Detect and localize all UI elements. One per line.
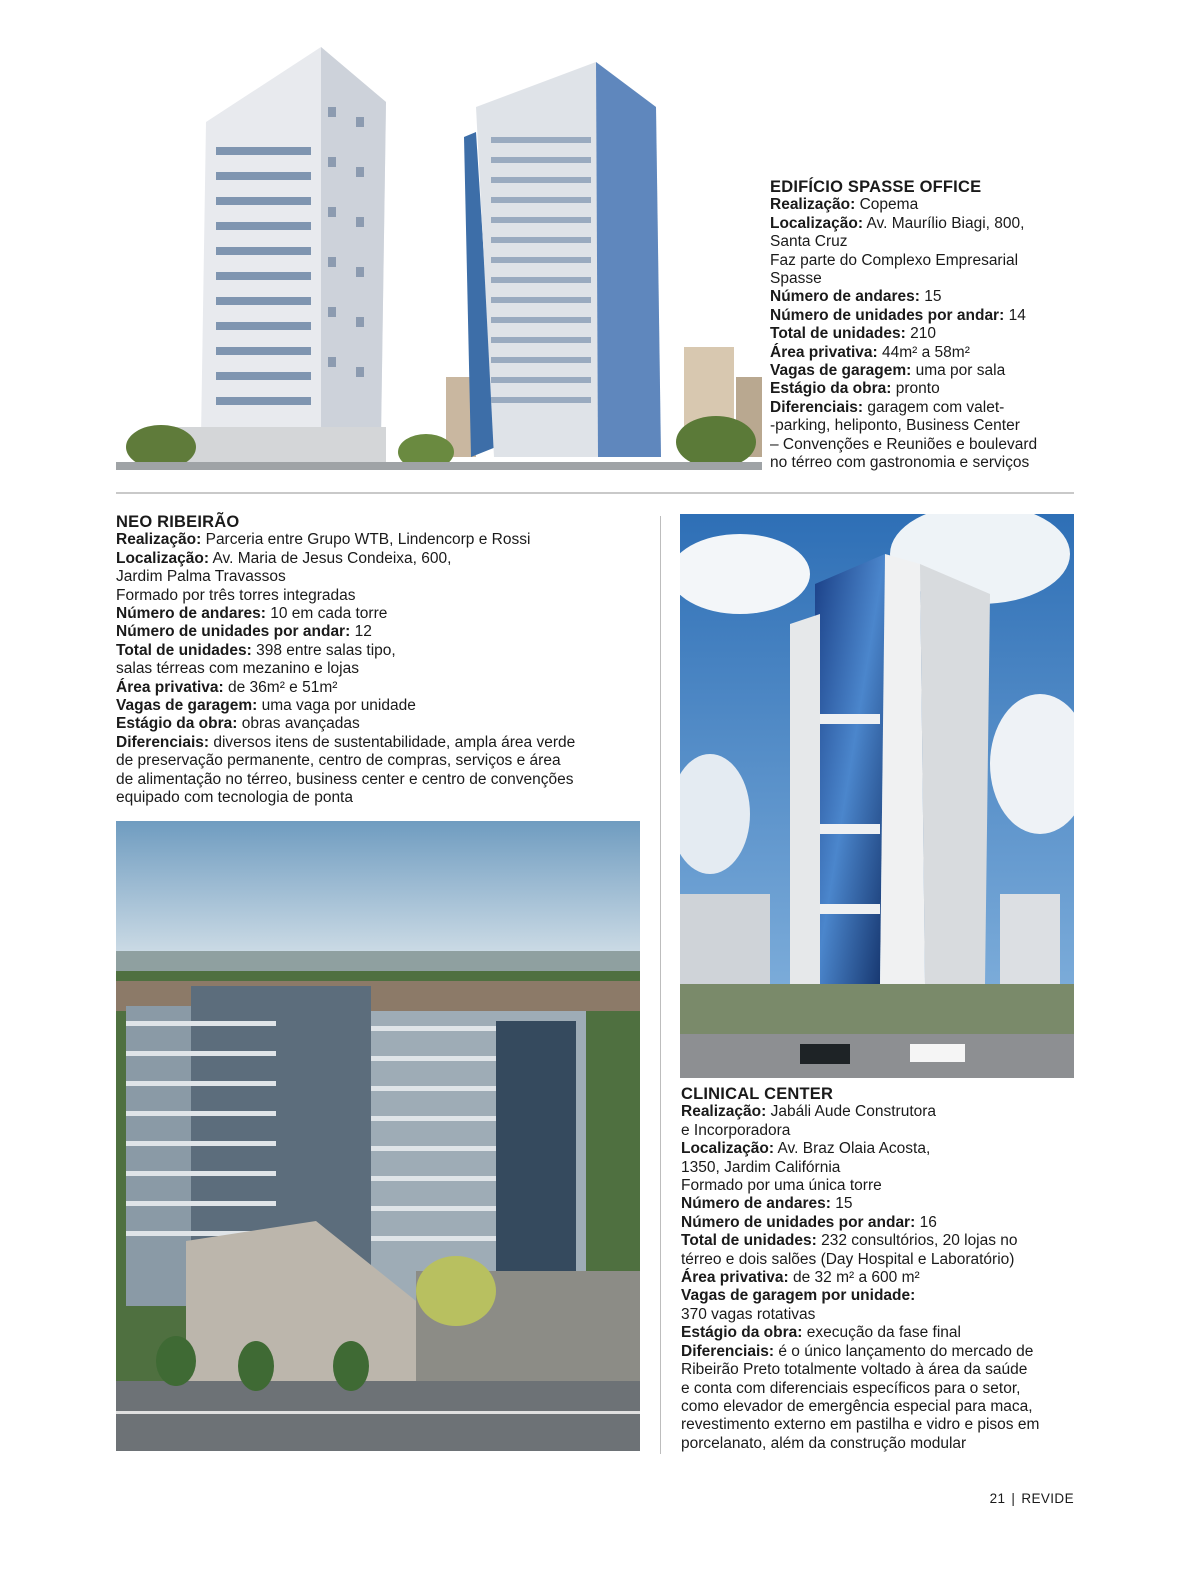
label: Estágio da obra: xyxy=(116,715,238,733)
label: Vagas de garagem: xyxy=(116,697,258,715)
text-line: Formado por uma única torre xyxy=(681,1177,882,1195)
value: 15 xyxy=(919,288,942,306)
value: Jabáli Aude Construtora xyxy=(766,1103,937,1121)
text-line: Faz parte do Complexo Empresarial xyxy=(770,251,1019,269)
neo-title: NEO RIBEIRÃO xyxy=(116,513,240,531)
label: Localização: xyxy=(116,549,210,567)
text-line: 1350, Jardim Califórnia xyxy=(681,1158,841,1176)
page-number: 21 xyxy=(989,1491,1006,1506)
label: Área privativa: xyxy=(116,678,224,696)
label: Número de andares: xyxy=(116,605,266,623)
text-line: porcelanato, além da construção modular xyxy=(681,1434,967,1452)
label: Realização: xyxy=(770,196,856,214)
neo-ribeirao-photo xyxy=(116,821,640,1451)
text-line: Formado por três torres integradas xyxy=(116,586,356,604)
label: Total de unidades: xyxy=(770,325,906,343)
text-line: de alimentação no térreo, business center e centro de convenções xyxy=(116,770,574,788)
page-footer xyxy=(990,1491,1074,1506)
vertical-divider xyxy=(660,516,661,1454)
text-line: revestimento externo em pastilha e vidro e pisos em xyxy=(681,1416,1040,1434)
clinical-center-info xyxy=(681,1085,1039,1453)
value: Av. Maurílio Biagi, 800, xyxy=(863,214,1025,232)
value: 44m² a 58m² xyxy=(877,343,970,361)
magazine-name: REVIDE xyxy=(1021,1491,1074,1506)
value: 210 xyxy=(905,325,936,343)
text-line: 370 vagas rotativas xyxy=(681,1305,816,1323)
text-line: no térreo com gastronomia e serviços xyxy=(770,454,1030,472)
label: Área privativa: xyxy=(770,343,878,361)
value: Av. Maria de Jesus Condeixa, 600, xyxy=(209,549,452,567)
text-line: – Convenções e Reuniões e boulevard xyxy=(770,435,1038,453)
label: Número de andares: xyxy=(681,1195,831,1213)
neo-ribeirao-info xyxy=(116,513,575,808)
spasse-title: EDIFÍCIO SPASSE OFFICE xyxy=(770,178,982,196)
value: 16 xyxy=(915,1213,937,1231)
value: obras avançadas xyxy=(237,715,360,733)
label: Vagas de garagem: xyxy=(770,362,912,380)
label: Localização: xyxy=(681,1140,775,1158)
text-line: -parking, heliponto, Business Center xyxy=(770,417,1020,435)
label: Número de unidades por andar: xyxy=(116,623,351,641)
value: 398 entre salas tipo, xyxy=(251,641,396,659)
label: Diferenciais: xyxy=(116,733,210,751)
spasse-office-info xyxy=(770,178,1037,473)
label: Número de unidades por andar: xyxy=(770,306,1005,324)
value: 232 consultórios, 20 lojas no xyxy=(816,1232,1018,1250)
value: Parceria entre Grupo WTB, Lindencorp e Rossi xyxy=(201,531,531,549)
label: Estágio da obra: xyxy=(770,380,892,398)
label: Número de andares: xyxy=(770,288,920,306)
text-line: e Incorporadora xyxy=(681,1121,791,1139)
text-line: Jardim Palma Travassos xyxy=(116,568,286,586)
spasse-office-photo xyxy=(116,47,762,470)
value: de 32 m² a 600 m² xyxy=(788,1269,920,1287)
label: Área privativa: xyxy=(681,1269,789,1287)
value: diversos itens de sustentabilidade, ampla área verde xyxy=(209,733,576,751)
value: execução da fase final xyxy=(802,1324,961,1342)
value: uma vaga por unidade xyxy=(257,697,416,715)
value: uma por sala xyxy=(911,362,1006,380)
text-line: como elevador de emergência especial para maca, xyxy=(681,1397,1033,1415)
label: Estágio da obra: xyxy=(681,1324,803,1342)
value: Av. Braz Olaia Acosta, xyxy=(774,1140,931,1158)
value: de 36m² e 51m² xyxy=(223,678,338,696)
text-line: térreo e dois salões (Day Hospital e Laboratório) xyxy=(681,1250,1015,1268)
label: Realização: xyxy=(681,1103,767,1121)
value: garagem com valet- xyxy=(863,398,1005,416)
label: Total de unidades: xyxy=(681,1232,817,1250)
label: Total de unidades: xyxy=(116,641,252,659)
label: Localização: xyxy=(770,214,864,232)
text-line: de preservação permanente, centro de compras, serviços e área xyxy=(116,752,561,770)
value: 14 xyxy=(1004,306,1026,324)
value: 12 xyxy=(350,623,372,641)
text-line: equipado com tecnologia de ponta xyxy=(116,789,353,807)
text-line: e conta com diferenciais específicos para o setor, xyxy=(681,1379,1021,1397)
label: Diferenciais: xyxy=(681,1342,775,1360)
clinical-center-photo xyxy=(680,514,1074,1078)
label: Diferenciais: xyxy=(770,398,864,416)
text-line: Spasse xyxy=(770,270,822,288)
value: Copema xyxy=(855,196,919,214)
text-line: salas térreas com mezanino e lojas xyxy=(116,660,359,678)
text-line: Ribeirão Preto totalmente voltado à área da saúde xyxy=(681,1361,1028,1379)
value: pronto xyxy=(891,380,940,398)
label: Vagas de garagem por unidade: xyxy=(681,1287,916,1305)
label: Realização: xyxy=(116,531,202,549)
footer-separator: | xyxy=(1011,1491,1016,1506)
value: 10 em cada torre xyxy=(265,605,388,623)
clinical-title: CLINICAL CENTER xyxy=(681,1085,834,1103)
text-line: Santa Cruz xyxy=(770,233,848,251)
label: Número de unidades por andar: xyxy=(681,1213,916,1231)
horizontal-divider xyxy=(116,492,1074,494)
value: 15 xyxy=(830,1195,853,1213)
value: é o único lançamento do mercado de xyxy=(774,1342,1034,1360)
